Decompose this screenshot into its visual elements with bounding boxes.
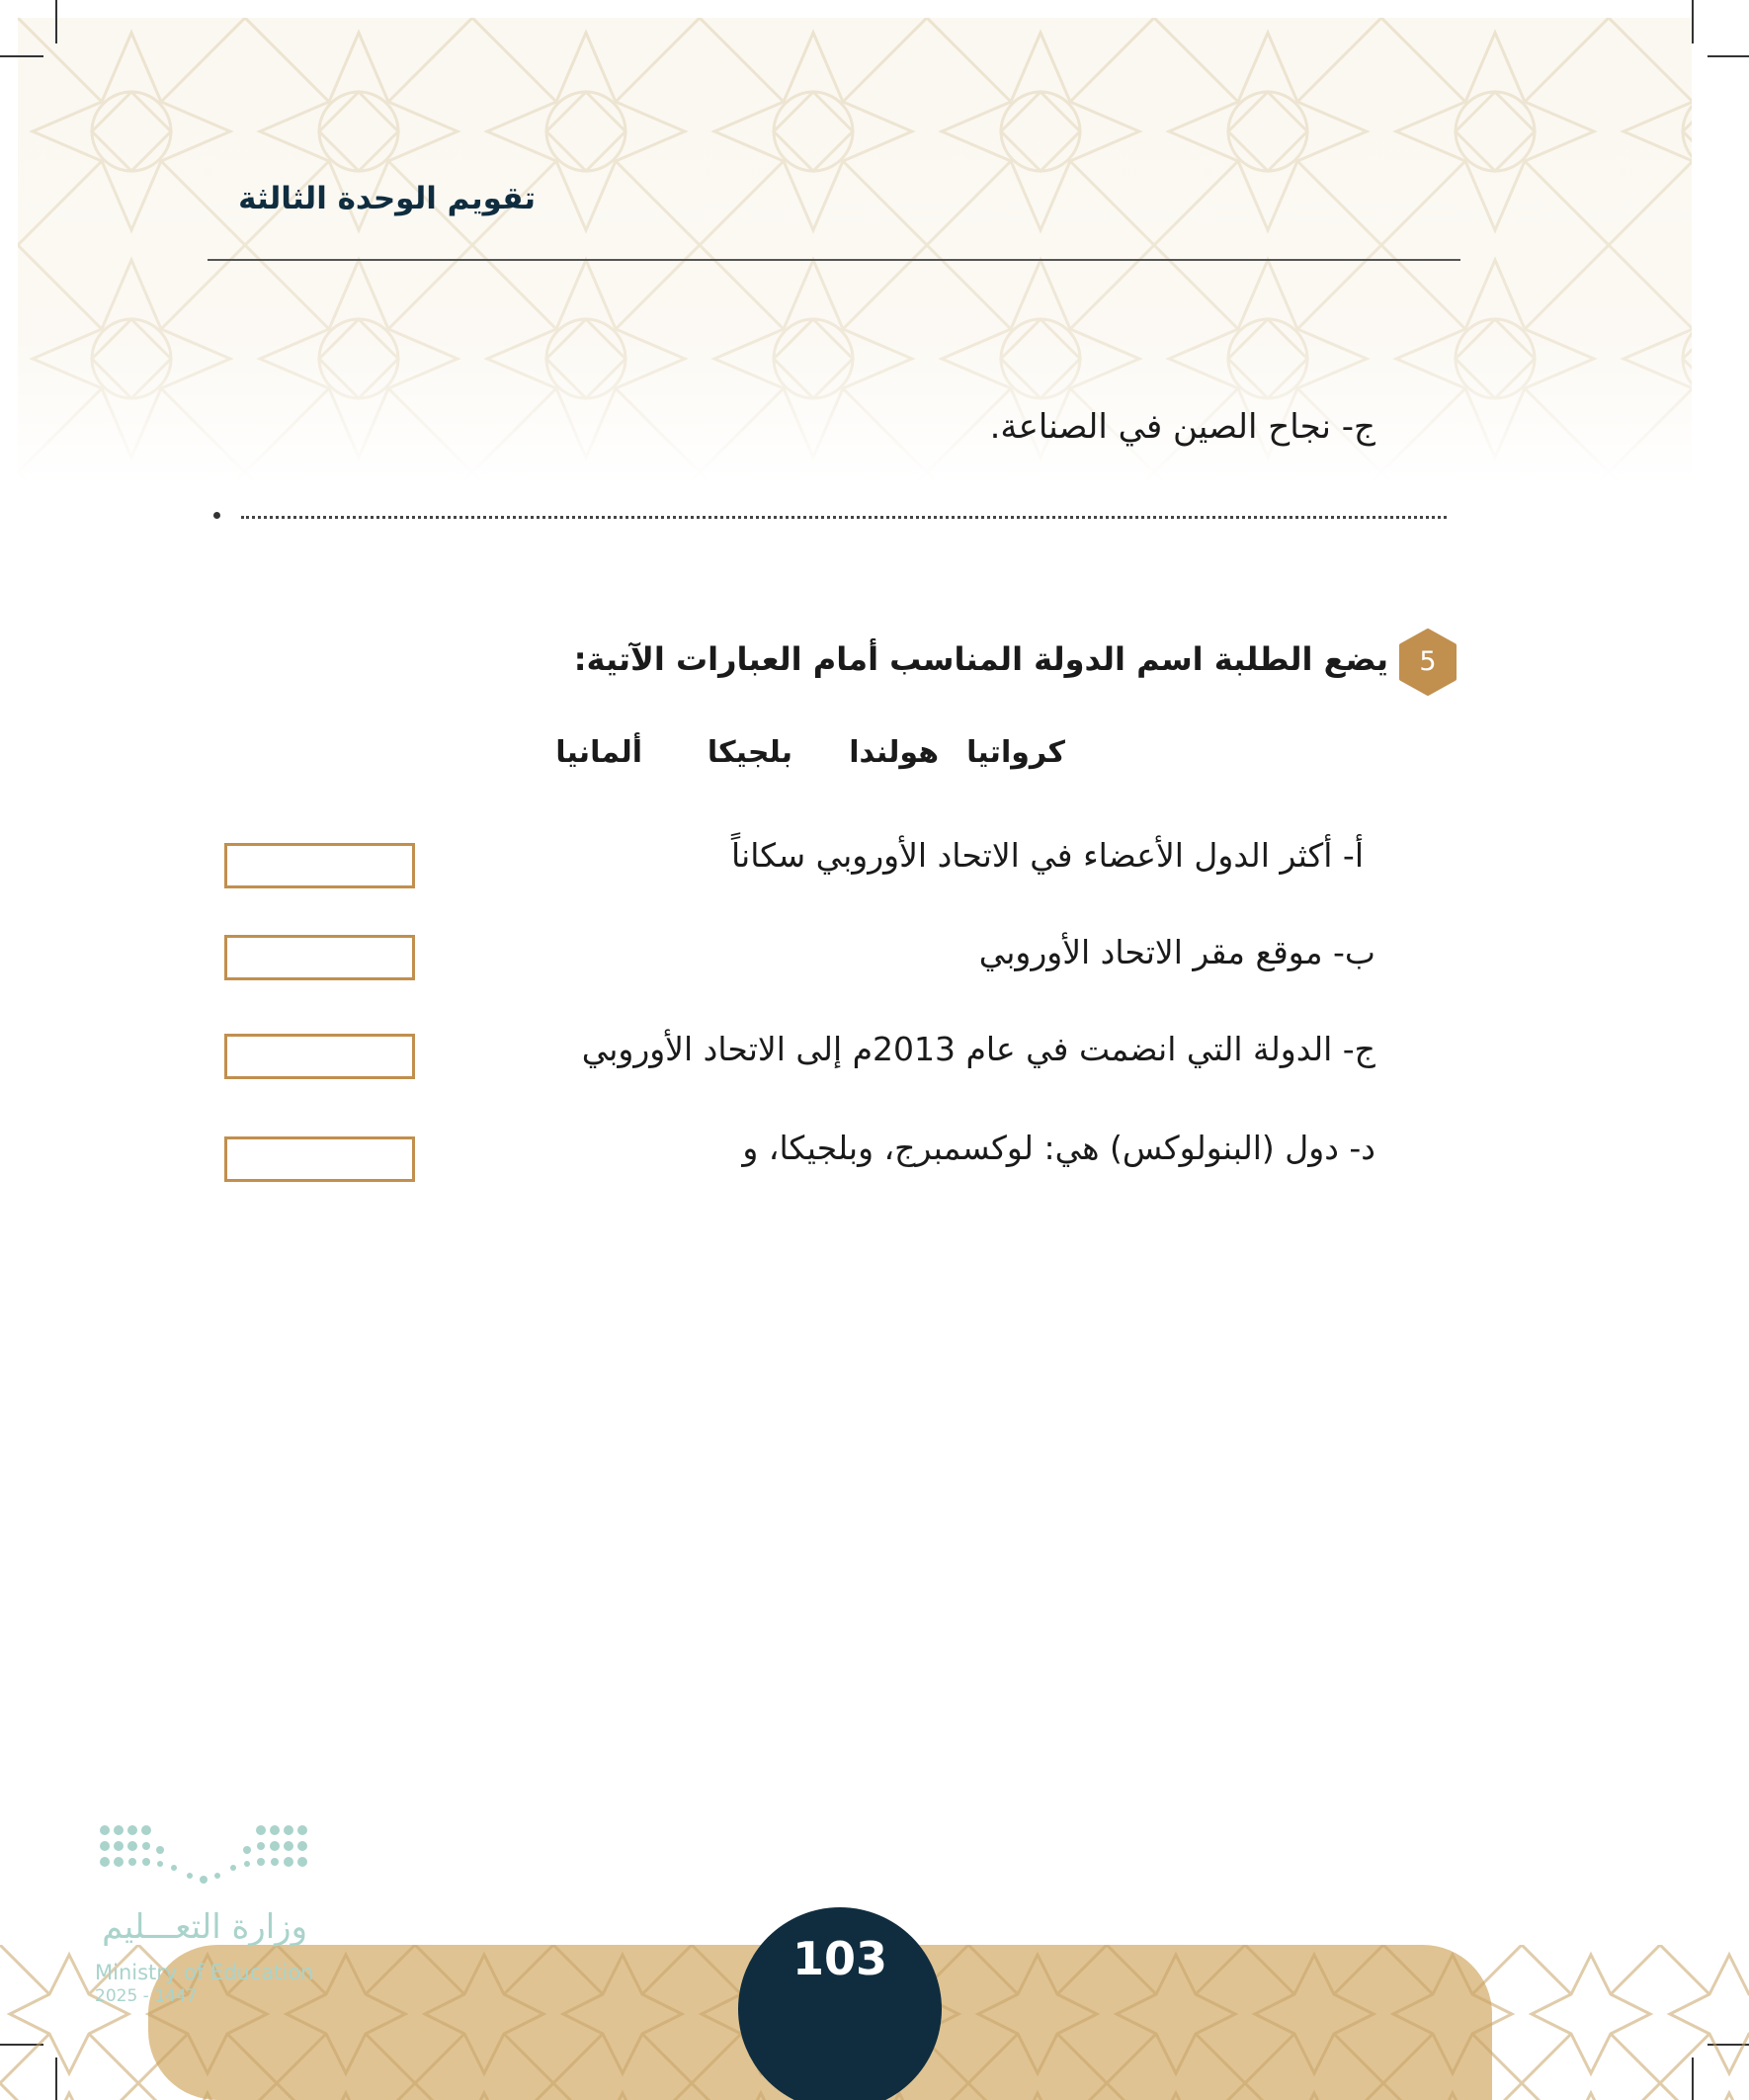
word-bank-item: بلجيكا [707, 735, 792, 770]
answer-box-c[interactable] [224, 1034, 415, 1079]
question-item-d: د- دول (البنولوكس) هي: لوكسمبرج، وبلجيكا، و [742, 1129, 1375, 1167]
crop-mark [0, 55, 43, 57]
answer-dotted-line[interactable] [241, 516, 1447, 519]
question-instruction: يضع الطلبة اسم الدولة المناسب أمام العبارات الآتية: [573, 640, 1388, 678]
word-bank-item: ألمانيا [555, 735, 642, 770]
page-number: 103 [791, 1932, 888, 1985]
answer-box-a[interactable] [224, 843, 415, 888]
question-item-b: ب- موقع مقر الاتحاد الأوروبي [978, 933, 1375, 971]
dotted-line-end [213, 512, 220, 519]
ministry-name-english: Ministry of Education [95, 1961, 314, 1984]
question-item-a: أ- أكثر الدول الأعضاء في الاتحاد الأوروبي سكاناً [730, 836, 1364, 875]
answer-box-b[interactable] [224, 935, 415, 980]
question-item-c: ج- الدولة التي انضمت في عام 2013م إلى الاتحاد الأوروبي [581, 1030, 1375, 1068]
crop-mark [1707, 55, 1749, 57]
geometric-header-pattern [18, 18, 1692, 482]
header-divider [208, 259, 1460, 261]
crop-mark [1692, 0, 1694, 43]
question-number-badge [1397, 629, 1458, 696]
word-bank-item: كرواتيا [966, 735, 1065, 770]
ministry-name-arabic: وزارة التعـــليم [102, 1907, 307, 1947]
question-number: 5 [1419, 646, 1437, 677]
previous-item-c: ج- نجاح الصين في الصناعة. [989, 407, 1375, 447]
word-bank-item: هولندا [849, 735, 939, 770]
answer-box-d[interactable] [224, 1136, 415, 1182]
edition-year: 2025 - 1447 [95, 1986, 198, 2006]
crop-mark [55, 0, 57, 43]
unit-title: تقويم الوحدة الثالثة [238, 181, 536, 216]
